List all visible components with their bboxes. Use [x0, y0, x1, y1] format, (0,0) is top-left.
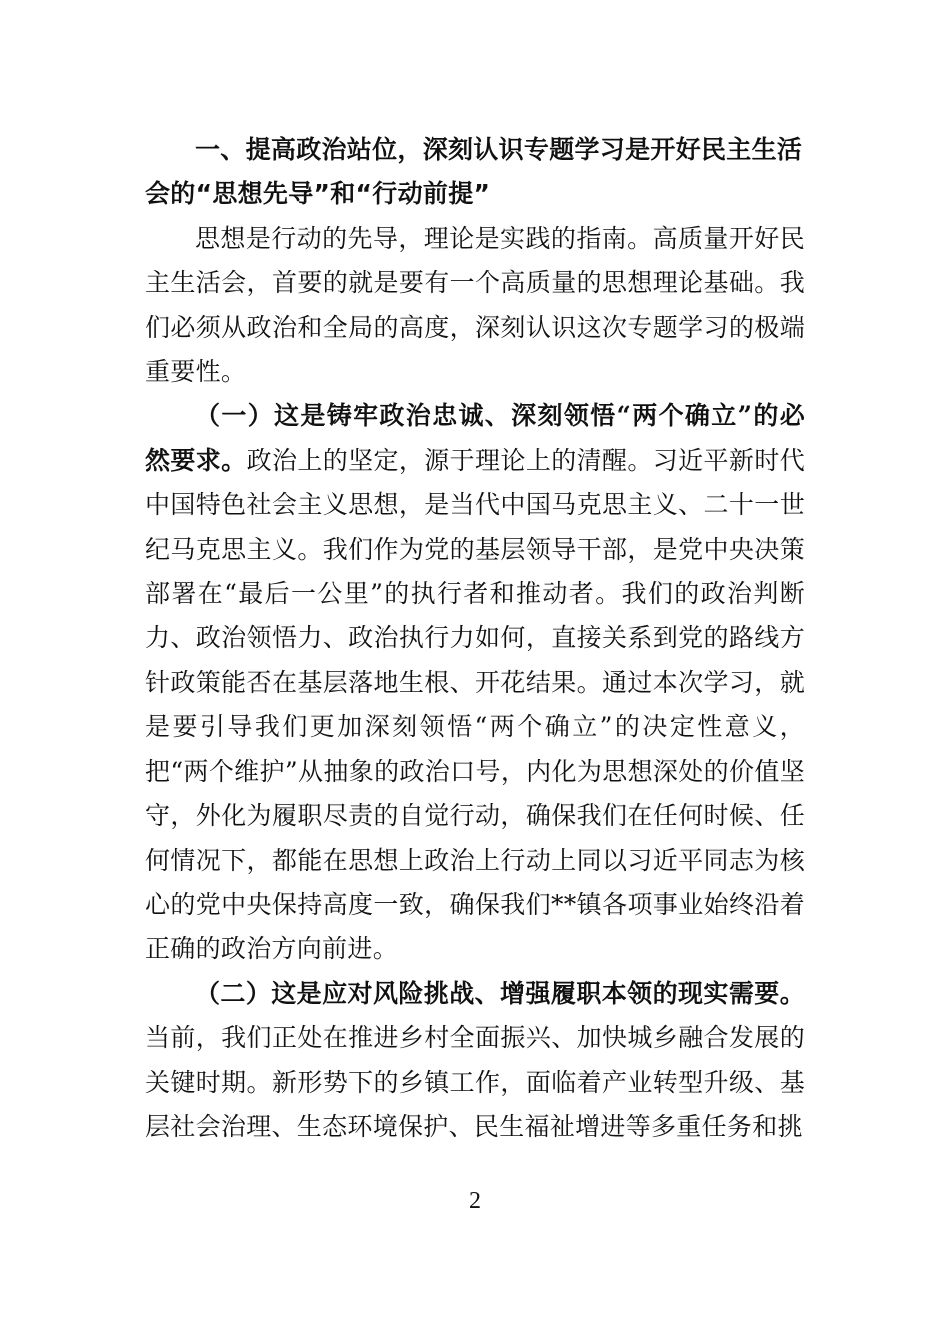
- document-body: [145, 128, 805, 1149]
- paragraph-text: 政治上的坚定，源于理论上的清醒。习近平新时代中国特色社会主义思想，是当代中国马克思主义、二十一世纪马克思主义。我们作为党的基层领导干部，是党中央决策部署在“最后一公里”的执行者和推动者。我们的政治判断力、政治领悟力、政治执行力如何，直接关系到党的路线方针政策能否在基层落地生根、开花结果。通过本次学习，就是要引导我们更加深刻领悟“两个确立”的决定性意义，把“两个维护”从抽象的政治口号，内化为思想深处的价值坚守，外化为履职尽责的自觉行动，确保我们在任何时候、任何情况下，都能在思想上政治上行动上同以习近平同志为核心的党中央保持高度一致，确保我们**镇各项事业始终沿着正确的政治方向前进。: [145, 445, 806, 964]
- paragraph-lead: （一）这是铸牢政治忠诚、深刻领悟“两个确立”的必然要求。: [145, 401, 805, 475]
- paragraph-text: 思想是行动的先导，理论是实践的指南。高质量开好民主生活会，首要的就是要有一个高质量的思想理论基础。我们必须从政治和全局的高度，深刻认识这次专题学习的极端重要性。: [145, 223, 805, 387]
- page-number: 2: [469, 1188, 481, 1214]
- paragraph-text: 当前，我们正处在推进乡村全面振兴、加快城乡融合发展的关键时期。新形势下的乡镇工作，面临着产业转型升级、基层社会治理、生态环境保护、民生福祉增进等多重任务和挑: [145, 1023, 805, 1141]
- paragraph-point-one: [145, 394, 805, 971]
- section-heading: 一、提高政治站位，深刻认识专题学习是开好民主生活会的“思想先导”和“行动前提”: [145, 135, 803, 209]
- paragraph-intro: [145, 217, 805, 395]
- paragraph-point-two: [145, 972, 805, 1150]
- paragraph-lead: （二）这是应对风险挑战、增强履职本领的现实需要。: [195, 978, 805, 1008]
